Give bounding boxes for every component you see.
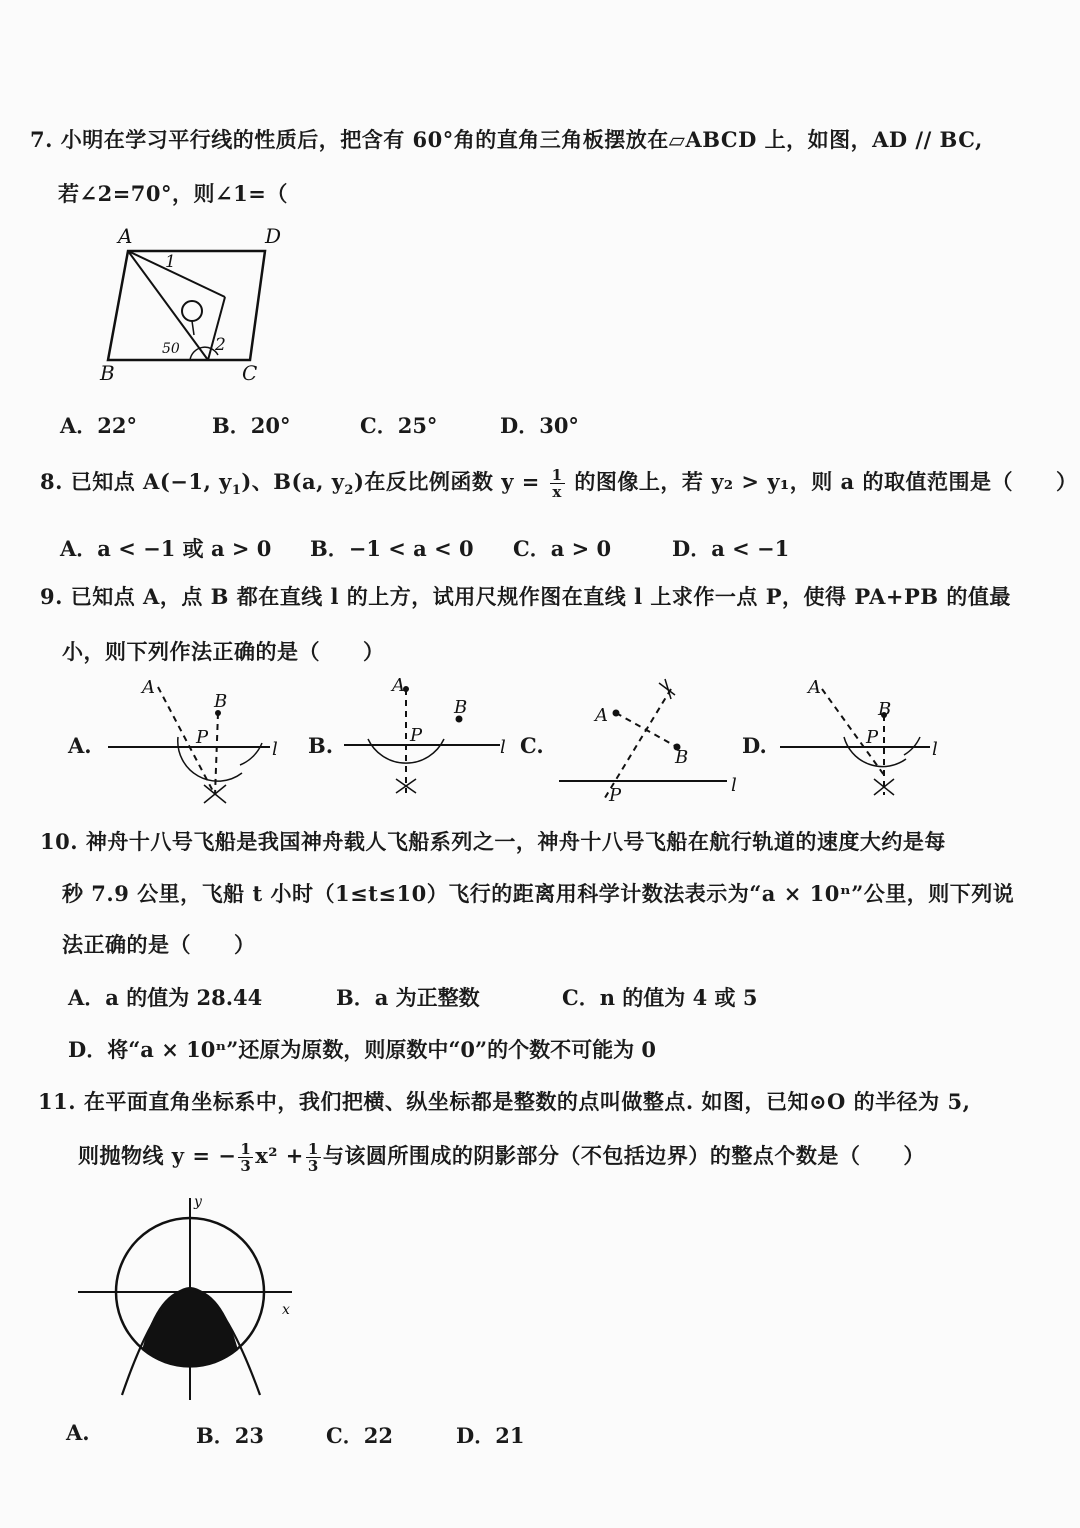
q9-figure-a xyxy=(100,675,290,810)
svg-text:P: P xyxy=(866,727,879,748)
svg-text:A: A xyxy=(142,677,155,698)
svg-text:l: l xyxy=(731,775,737,796)
q11-option-c[interactable]: C．22 xyxy=(326,1423,393,1448)
parallelogram-abcd xyxy=(108,251,265,360)
svg-text:P: P xyxy=(410,725,423,746)
svg-text:P: P xyxy=(609,785,622,806)
q11-option-b[interactable]: B．23 xyxy=(196,1423,264,1448)
q10-option-b[interactable]: B．a 为正整数 xyxy=(336,985,480,1010)
svg-text:A: A xyxy=(392,675,405,696)
svg-text:P: P xyxy=(196,727,209,748)
label-a: A xyxy=(118,224,133,248)
q11-figure xyxy=(70,1190,310,1405)
q8-option-c[interactable]: C．a > 0 xyxy=(513,536,612,561)
q9-line2: 小，则下列作法正确的是（ ） xyxy=(62,639,385,664)
q7-figure xyxy=(90,215,290,390)
q9-figure-d xyxy=(780,675,970,810)
q9-option-d[interactable]: D. xyxy=(742,733,767,758)
label-b: B xyxy=(100,361,115,385)
q11-line2: 则抛物线 y = − $\frac{1}{3}$ x² + $\frac{1}{3}$ 与该圆所围成的阴影部分（不包括边界）的整点个数是（ ） xyxy=(78,1140,925,1175)
q7-option-b[interactable]: B．20° xyxy=(212,413,291,438)
q10-option-a[interactable]: A．a 的值为 28.44 xyxy=(68,985,263,1010)
q9-option-c[interactable]: C. xyxy=(520,733,544,758)
svg-text:B: B xyxy=(878,699,892,720)
q10-line1: 10. 神舟十八号飞船是我国神舟载人飞船系列之一，神舟十八号飞船在航行轨道的速度大约是每 xyxy=(40,829,946,854)
q8-fraction: $\frac{1}{x}$ xyxy=(551,466,563,501)
svg-text:B: B xyxy=(454,697,468,718)
q10-option-d[interactable]: D．将“a × 10ⁿ”还原为原数，则原数中“0”的个数不可能为 0 xyxy=(68,1037,657,1062)
q8-line1: 8. 已知点 A(−1, $y_1$)、B(a, $y_2$)在反比例函数 y = $\frac{1}{x}$ 的图像上，若 y₂ > y₁，则 a 的取值范围是（ ） xyxy=(40,466,1078,501)
q11-line1: 11. 在平面直角坐标系中，我们把横、纵坐标都是整数的点叫做整点. 如图，已知⊙O 的半径为 5, xyxy=(38,1089,971,1114)
q7-line2: 若∠2=70°，则∠1=（ xyxy=(58,181,288,206)
triangle-hole xyxy=(182,301,202,321)
svg-text:y: y xyxy=(194,1194,202,1210)
label-angle1: 1 xyxy=(165,252,176,272)
svg-text:B: B xyxy=(214,691,228,712)
q9-line1: 9. 已知点 A，点 B 都在直线 l 的上方，试用尺规作图在直线 l 上求作一点 P，使得 PA+PB 的值最 xyxy=(40,584,1011,609)
label-c: C xyxy=(242,361,258,385)
label-d: D xyxy=(265,224,282,248)
q8-option-a[interactable]: A．a < −1 或 a > 0 xyxy=(60,536,272,561)
q9-figure-b xyxy=(340,675,520,810)
q10-line2: 秒 7.9 公里，飞船 t 小时（1≤t≤10）飞行的距离用科学计数法表示为“a × 10ⁿ”公里，则下列说 xyxy=(62,881,1015,906)
svg-text:A: A xyxy=(808,677,821,698)
q11-option-d[interactable]: D．21 xyxy=(456,1423,525,1448)
svg-text:l: l xyxy=(500,737,506,758)
label-50: 50 xyxy=(162,341,180,357)
q11-option-a[interactable]: A. xyxy=(66,1420,90,1445)
triangle-edge xyxy=(128,251,225,297)
q9-figure-c xyxy=(555,675,755,810)
svg-text:x: x xyxy=(282,1302,290,1318)
q9-option-b[interactable]: B. xyxy=(308,733,334,758)
svg-text:l: l xyxy=(932,739,938,760)
q10-option-c[interactable]: C．n 的值为 4 或 5 xyxy=(562,985,758,1010)
q7-option-a[interactable]: A．22° xyxy=(60,413,138,438)
q8-option-b[interactable]: B．−1 < a < 0 xyxy=(310,536,474,561)
q7-line1: 7. 小明在学习平行线的性质后，把含有 60°角的直角三角板摆放在▱ABCD 上，如图，AD // BC, xyxy=(30,127,983,152)
q10-line3: 法正确的是（ ） xyxy=(62,932,256,957)
svg-text:A: A xyxy=(595,705,608,726)
q7-option-c[interactable]: C．25° xyxy=(360,413,438,438)
q8-option-d[interactable]: D．a < −1 xyxy=(672,536,790,561)
q7-option-d[interactable]: D．30° xyxy=(500,413,579,438)
q9-option-a[interactable]: A. xyxy=(68,733,92,758)
label-angle2: 2 xyxy=(215,335,226,355)
svg-text:B: B xyxy=(675,747,689,768)
svg-text:l: l xyxy=(272,739,278,760)
shaded-region xyxy=(142,1288,238,1368)
